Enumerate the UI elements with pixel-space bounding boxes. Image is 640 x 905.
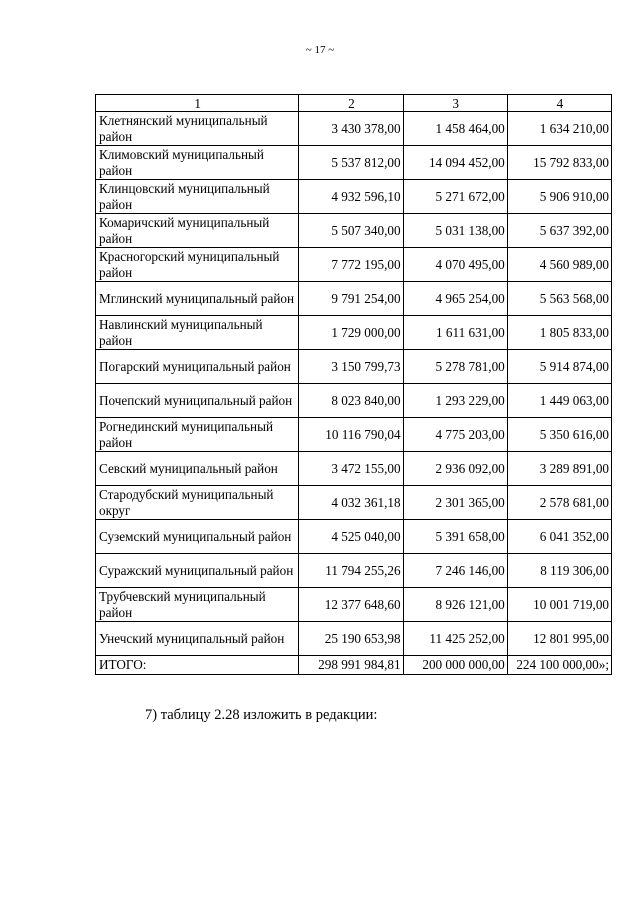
value-cell-col2: 3 150 799,73 (299, 350, 403, 384)
column-header-3: 3 (403, 95, 507, 112)
value-cell-col3: 5 031 138,00 (403, 214, 507, 248)
value-cell-col4: 1 805 833,00 (507, 316, 611, 350)
district-name-cell: Погарский муниципальный район (96, 350, 299, 384)
value-cell-col2: 10 116 790,04 (299, 418, 403, 452)
value-cell-col2: 11 794 255,26 (299, 554, 403, 588)
value-cell-col4: 5 563 568,00 (507, 282, 611, 316)
column-header-1: 1 (96, 95, 299, 112)
amendment-instruction: 7) таблицу 2.28 изложить в редакции: (145, 707, 378, 723)
value-cell-col3: 2 936 092,00 (403, 452, 507, 486)
value-cell-col2: 7 772 195,00 (299, 248, 403, 282)
table-total-row (96, 656, 612, 675)
total-value-col2: 298 991 984,81 (299, 656, 403, 675)
table-row (96, 384, 612, 418)
district-name-cell: Мглинский муниципальный район (96, 282, 299, 316)
total-value-col3: 200 000 000,00 (403, 656, 507, 675)
value-cell-col2: 5 537 812,00 (299, 146, 403, 180)
value-cell-col3: 2 301 365,00 (403, 486, 507, 520)
total-label: ИТОГО: (96, 656, 299, 675)
district-name-cell: Рогнединский муниципальный район (96, 418, 299, 452)
table-row (96, 588, 612, 622)
value-cell-col2: 25 190 653,98 (299, 622, 403, 656)
table-row (96, 350, 612, 384)
district-name-cell: Красногорский муниципальный район (96, 248, 299, 282)
district-name-cell: Клинцовский муниципальный район (96, 180, 299, 214)
value-cell-col2: 5 507 340,00 (299, 214, 403, 248)
value-cell-col2: 4 525 040,00 (299, 520, 403, 554)
value-cell-col4: 5 637 392,00 (507, 214, 611, 248)
column-header-2: 2 (299, 95, 403, 112)
value-cell-col4: 2 578 681,00 (507, 486, 611, 520)
district-name-cell: Трубчевский муниципальный район (96, 588, 299, 622)
value-cell-col2: 9 791 254,00 (299, 282, 403, 316)
district-name-cell: Суземский муниципальный район (96, 520, 299, 554)
value-cell-col4: 1 634 210,00 (507, 112, 611, 146)
district-name-cell: Стародубский муниципальный округ (96, 486, 299, 520)
value-cell-col4: 3 289 891,00 (507, 452, 611, 486)
value-cell-col3: 5 278 781,00 (403, 350, 507, 384)
table-row (96, 146, 612, 180)
district-name-cell: Климовский муниципальный район (96, 146, 299, 180)
value-cell-col2: 3 430 378,00 (299, 112, 403, 146)
district-name-cell: Почепский муниципальный район (96, 384, 299, 418)
value-cell-col4: 12 801 995,00 (507, 622, 611, 656)
district-name-cell: Суражский муниципальный район (96, 554, 299, 588)
table-row (96, 248, 612, 282)
district-name-cell: Клетнянский муниципальный район (96, 112, 299, 146)
table-row (96, 214, 612, 248)
value-cell-col3: 14 094 452,00 (403, 146, 507, 180)
table-row (96, 316, 612, 350)
value-cell-col4: 15 792 833,00 (507, 146, 611, 180)
table-row (96, 452, 612, 486)
table-row (96, 282, 612, 316)
municipal-budget-table (95, 94, 612, 675)
value-cell-col3: 7 246 146,00 (403, 554, 507, 588)
table-row (96, 180, 612, 214)
value-cell-col2: 1 729 000,00 (299, 316, 403, 350)
value-cell-col4: 5 906 910,00 (507, 180, 611, 214)
table-row (96, 622, 612, 656)
value-cell-col4: 1 449 063,00 (507, 384, 611, 418)
total-value-col4: 224 100 000,00»; (507, 656, 611, 675)
value-cell-col4: 8 119 306,00 (507, 554, 611, 588)
district-name-cell: Комаричский муниципальный район (96, 214, 299, 248)
column-header-4: 4 (507, 95, 611, 112)
value-cell-col3: 8 926 121,00 (403, 588, 507, 622)
table-row (96, 554, 612, 588)
value-cell-col3: 1 611 631,00 (403, 316, 507, 350)
value-cell-col3: 4 965 254,00 (403, 282, 507, 316)
value-cell-col4: 6 041 352,00 (507, 520, 611, 554)
value-cell-col2: 12 377 648,60 (299, 588, 403, 622)
value-cell-col3: 1 458 464,00 (403, 112, 507, 146)
table-row (96, 520, 612, 554)
district-name-cell: Унечский муниципальный район (96, 622, 299, 656)
table-row (96, 418, 612, 452)
page-number: ~ 17 ~ (305, 44, 335, 56)
value-cell-col3: 11 425 252,00 (403, 622, 507, 656)
table-row (96, 112, 612, 146)
table-header-row (96, 95, 612, 112)
value-cell-col3: 4 070 495,00 (403, 248, 507, 282)
value-cell-col3: 4 775 203,00 (403, 418, 507, 452)
value-cell-col2: 3 472 155,00 (299, 452, 403, 486)
value-cell-col4: 5 914 874,00 (507, 350, 611, 384)
district-name-cell: Навлинский муниципальный район (96, 316, 299, 350)
value-cell-col3: 1 293 229,00 (403, 384, 507, 418)
value-cell-col2: 4 032 361,18 (299, 486, 403, 520)
value-cell-col2: 8 023 840,00 (299, 384, 403, 418)
value-cell-col3: 5 271 672,00 (403, 180, 507, 214)
district-name-cell: Севский муниципальный район (96, 452, 299, 486)
value-cell-col4: 4 560 989,00 (507, 248, 611, 282)
value-cell-col2: 4 932 596,10 (299, 180, 403, 214)
table-row (96, 486, 612, 520)
value-cell-col3: 5 391 658,00 (403, 520, 507, 554)
value-cell-col4: 5 350 616,00 (507, 418, 611, 452)
value-cell-col4: 10 001 719,00 (507, 588, 611, 622)
